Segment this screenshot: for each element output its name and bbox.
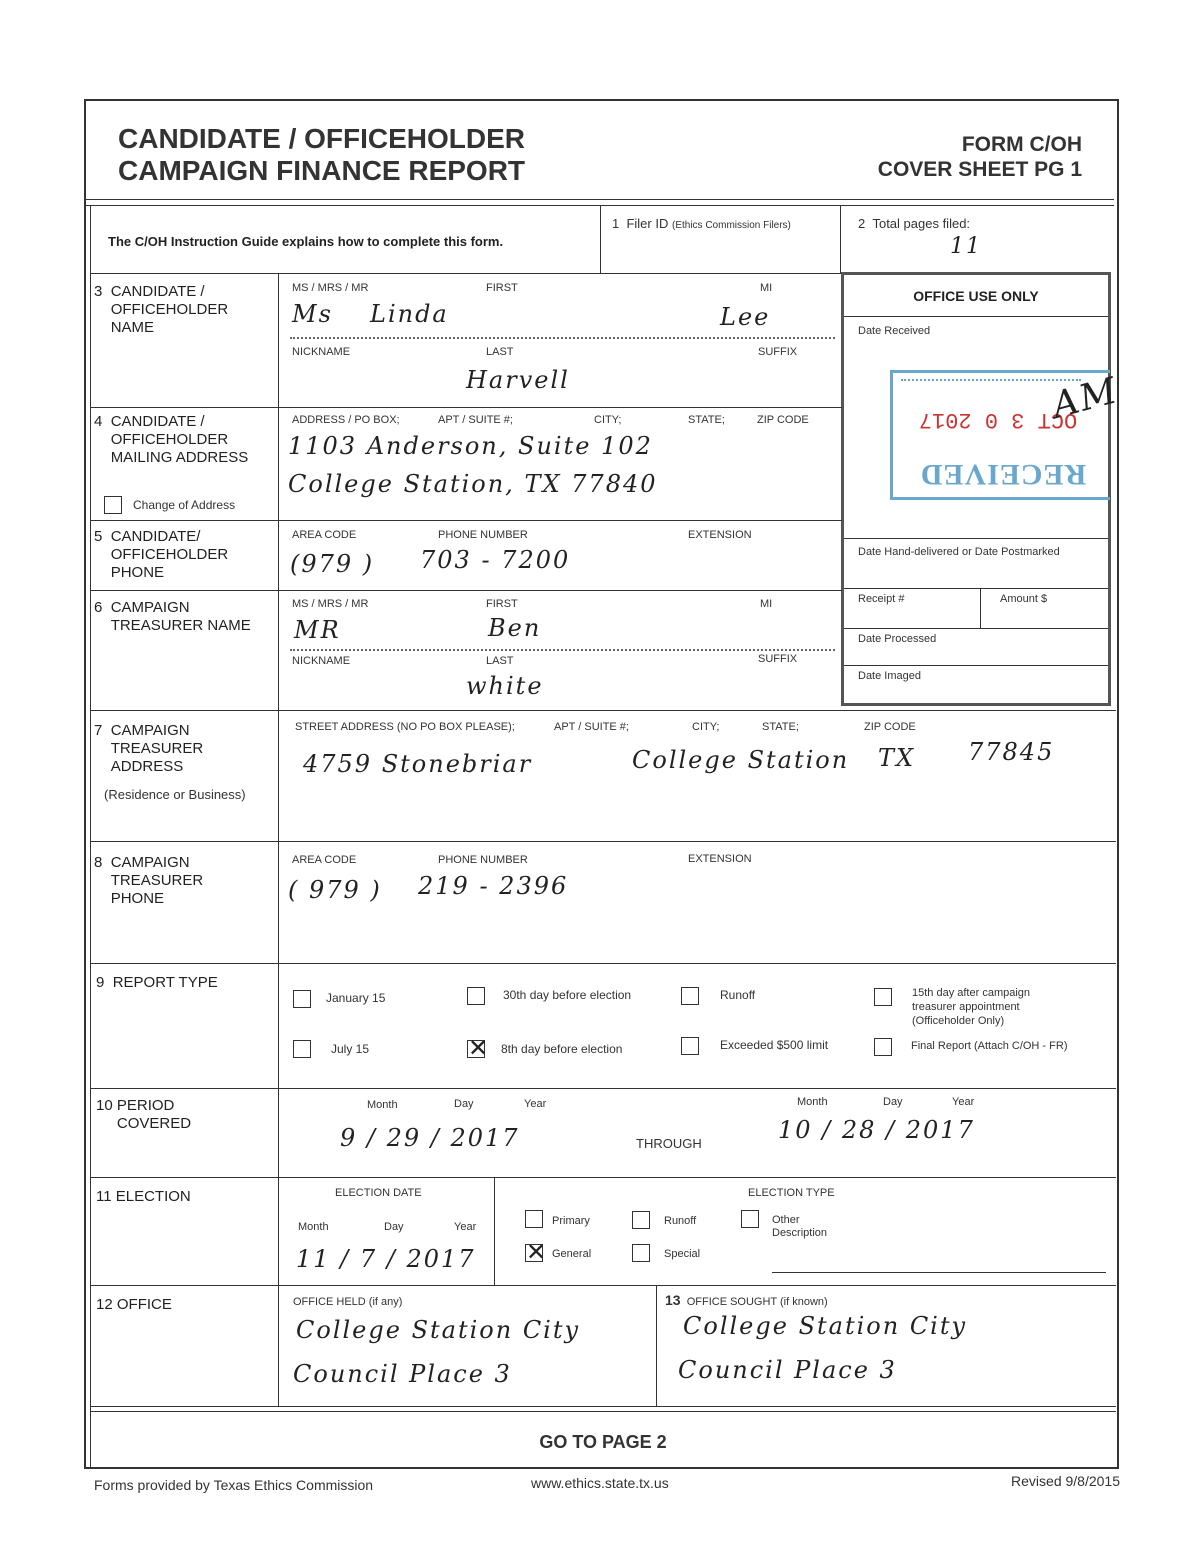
filer-id-field[interactable]: 1 Filer ID (Ethics Commission Filers) [612,216,791,231]
date-received-label: Date Received [858,325,931,337]
other-description-line [772,1272,1106,1273]
treasurer-state[interactable]: TX [878,744,916,772]
section-9-label: 9 REPORT TYPE [96,974,218,991]
election-runoff-checkbox[interactable] [632,1211,650,1229]
treasurer-prefix[interactable]: MR [294,616,341,644]
office-use-title: OFFICE USE ONLY [913,288,1039,304]
treasurer-last-name[interactable]: white [466,672,544,700]
report-type-exceeded-checkbox[interactable] [681,1037,699,1055]
section-3-label: 3 CANDIDATE / OFFICEHOLDER NAME [94,283,229,336]
election-general-check-mark: ✕ [526,1238,549,1266]
treasurer-area-code[interactable]: ( 979 ) [288,876,382,904]
date-hand-delivered-label: Date Hand-delivered or Date Postmarked [858,546,1060,558]
amount-label: Amount $ [1000,593,1048,605]
receipt-label: Receipt # [858,593,905,605]
period-to-date[interactable]: 10 / 28 / 2017 [778,1116,975,1144]
footer-url: www.ethics.state.tx.us [531,1475,669,1491]
report-type-jul15-checkbox[interactable] [293,1040,311,1058]
candidate-last-name[interactable]: Harvell [466,366,570,394]
office-sought-line1[interactable]: College Station City [683,1312,968,1340]
election-primary-checkbox[interactable] [525,1210,543,1228]
office-held-line2[interactable]: Council Place 3 [293,1360,512,1388]
election-other-checkbox[interactable] [741,1210,759,1228]
form-code: FORM C/OH COVER SHEET PG 1 [877,133,1082,181]
section-10-label: 10 PERIOD COVERED [96,1097,192,1132]
go-to-page-2: GO TO PAGE 2 [539,1432,667,1452]
report-type-jan15-checkbox[interactable] [293,990,311,1008]
candidate-phone-number[interactable]: 703 - 7200 [420,546,571,574]
total-pages-value: 11 [950,234,982,259]
footer-left: Forms provided by Texas Ethics Commission [94,1477,374,1493]
candidate-middle-initial[interactable]: Lee [720,303,771,331]
date-imaged-label: Date Imaged [858,670,921,682]
change-of-address-checkbox[interactable] [104,496,122,514]
form-title: CANDIDATE / OFFICEHOLDER CAMPAIGN FINANCE REPORT [118,123,526,186]
section-13-label: 13 OFFICE SOUGHT (if known) [665,1292,828,1308]
total-pages-field[interactable]: 2 Total pages filed: [858,216,971,231]
section-12-label: 12 OFFICE [96,1296,172,1313]
treasurer-city[interactable]: College Station [632,746,850,774]
report-type-8th-day-check-mark: ✕ [468,1034,491,1062]
election-date[interactable]: 11 / 7 / 2017 [296,1245,476,1273]
office-held-line1[interactable]: College Station City [296,1316,581,1344]
candidate-address-line2[interactable]: College Station, TX 77840 [288,470,658,498]
stamp-initials: AM [1047,370,1124,427]
section-5-label: 5 CANDIDATE/ OFFICEHOLDER PHONE [94,528,229,581]
treasurer-first-name[interactable]: Ben [488,614,542,642]
instruction-text: The C/OH Instruction Guide explains how to complete this form. [108,234,504,249]
candidate-prefix[interactable]: Ms [292,300,333,328]
section-6-label: 6 CAMPAIGN TREASURER NAME [94,599,251,634]
header-divider [86,199,1114,200]
office-sought-line2[interactable]: Council Place 3 [678,1356,897,1384]
footer-revised: Revised 9/8/2015 [1011,1473,1120,1489]
section-11-label: 11 ELECTION [96,1188,191,1205]
stamp-word: RECEIVED [919,458,1087,491]
report-type-runoff-checkbox[interactable] [681,987,699,1005]
treasurer-street[interactable]: 4759 Stonebriar [303,750,533,778]
stamp-date: OCT 3 0 2017 [918,407,1078,432]
period-from-date[interactable]: 9 / 29 / 2017 [340,1124,520,1152]
report-type-30th-day-checkbox[interactable] [467,987,485,1005]
report-type-15th-day-checkbox[interactable] [874,988,892,1006]
election-special-checkbox[interactable] [632,1244,650,1262]
section-8-label: 8 CAMPAIGN TREASURER PHONE [94,854,204,907]
treasurer-phone-number[interactable]: 219 - 2396 [418,872,569,900]
candidate-address-line1[interactable]: 1103 Anderson, Suite 102 [288,432,653,460]
report-type-final-checkbox[interactable] [874,1038,892,1056]
treasurer-zip[interactable]: 77845 [968,738,1055,766]
section-4-label: 4 CANDIDATE / OFFICEHOLDER MAILING ADDRESS [94,413,249,466]
section-7-label: 7 CAMPAIGN TREASURER ADDRESS [94,722,204,775]
date-processed-label: Date Processed [858,633,937,645]
candidate-first-name[interactable]: Linda [370,300,449,328]
candidate-area-code[interactable]: (979 ) [290,550,375,578]
